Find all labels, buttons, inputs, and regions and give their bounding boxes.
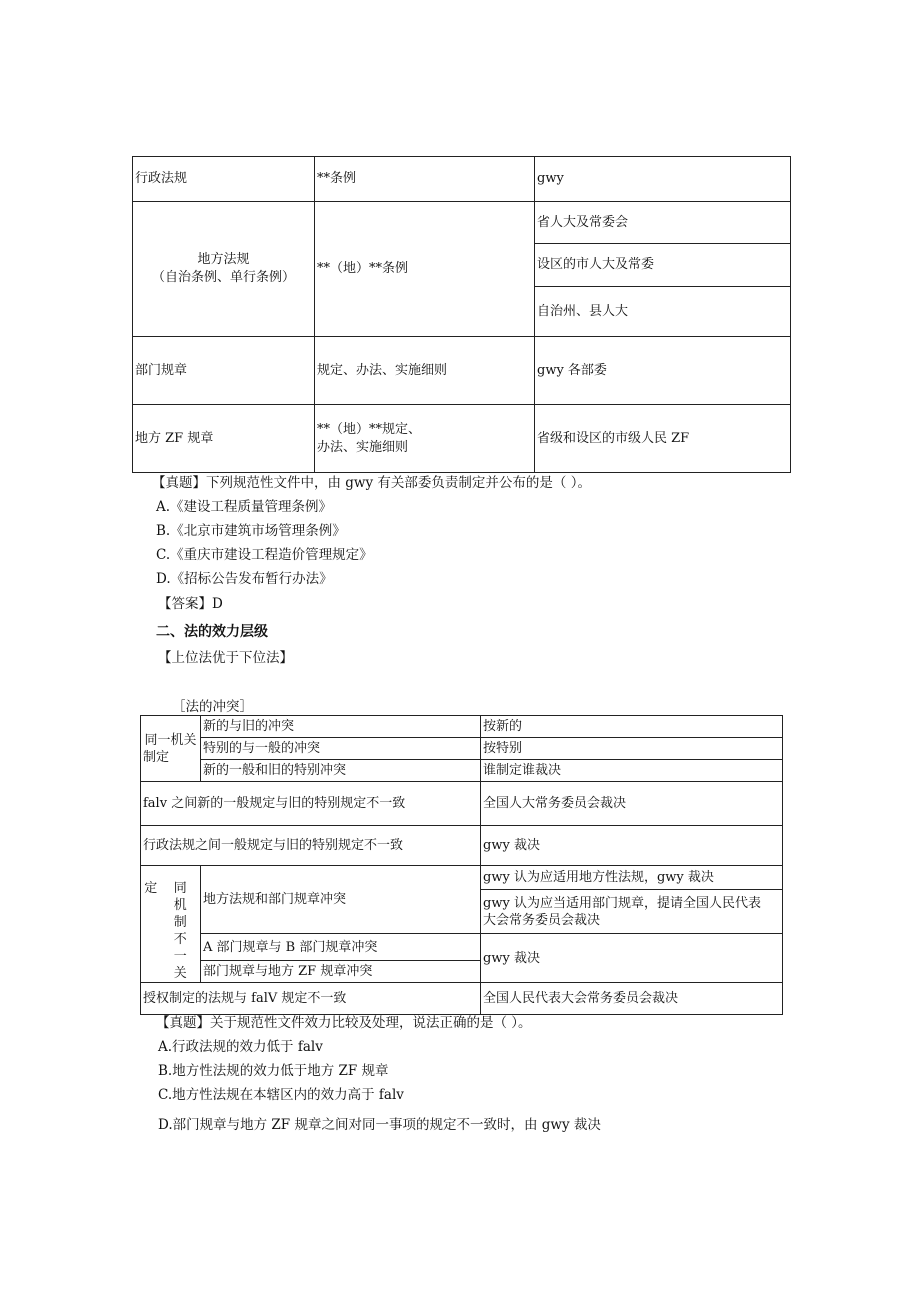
conflict-title: ［法的冲突］ bbox=[172, 699, 253, 715]
same-organ-line1: 同一机关 bbox=[144, 732, 197, 748]
resolution-cell: 全国人大常务委员会裁决 bbox=[481, 782, 783, 826]
diff-organ-right: 同 机 制 不 一 关 bbox=[161, 866, 201, 983]
option-a: A.行政法规的效力低于 falv bbox=[158, 1039, 323, 1055]
section-heading: 二、法的效力层级 bbox=[156, 624, 268, 640]
cell-name: 规定、办法、实施细则 bbox=[315, 337, 535, 405]
conflict-cell: falv 之间新的一般规定与旧的特别规定不一致 bbox=[141, 782, 481, 826]
same-organ-line2: 制定 bbox=[143, 749, 170, 765]
cell-name-line1: **（地）**规定、 bbox=[317, 421, 422, 437]
resolution-cell: gwy 裁决 bbox=[481, 934, 783, 983]
conflict-cell: 地方法规和部门规章冲突 bbox=[201, 866, 481, 934]
resolution-cell: 谁制定谁裁决 bbox=[481, 760, 783, 782]
cell-name: **（地）**条例 bbox=[315, 202, 535, 337]
option-a: A.《建设工程质量管理条例》 bbox=[156, 499, 333, 515]
conflict-cell: 部门规章与地方 ZF 规章冲突 bbox=[201, 961, 481, 983]
option-d: D.《招标公告发布暂行办法》 bbox=[156, 571, 333, 587]
resolution-cell: 按特别 bbox=[481, 738, 783, 760]
cell-organ: 省人大及常委会 bbox=[535, 202, 791, 244]
legislation-table bbox=[132, 156, 791, 473]
conflict-cell: A 部门规章与 B 部门规章冲突 bbox=[201, 934, 481, 961]
cell-type-line1: 地方法规 bbox=[197, 252, 250, 267]
conflict-cell: 行政法规之间一般规定与旧的特别规定不一致 bbox=[141, 826, 481, 866]
cell-organ: 省级和设区的市级人民 ZF bbox=[535, 405, 791, 473]
cell-type: 部门规章 bbox=[133, 337, 315, 405]
cell-organ: gwy bbox=[535, 157, 791, 202]
cell-type: 地方 ZF 规章 bbox=[133, 405, 315, 473]
cell-type: 行政法规 bbox=[133, 157, 315, 202]
cell-type bbox=[133, 202, 315, 337]
cell-organ: 自治州、县人大 bbox=[535, 287, 791, 337]
question-stem: 【真题】关于规范性文件效力比较及处理，说法正确的是（ ）。 bbox=[156, 1015, 532, 1031]
cell-organ: 设区的市人大及常委 bbox=[535, 244, 791, 287]
conflict-cell: 特别的与一般的冲突 bbox=[201, 738, 481, 760]
principle: 【上位法优于下位法】 bbox=[158, 650, 293, 666]
resolution-cell: 全国人民代表大会常务委员会裁决 bbox=[481, 983, 783, 1015]
option-d: D.部门规章与地方 ZF 规章之间对同一事项的规定不一致时，由 gwy 裁决 bbox=[158, 1117, 601, 1133]
resolution-cell: gwy 认为应当适用部门规章，提请全国人民代表 大会常务委员会裁决 bbox=[481, 890, 783, 934]
option-b: B.《北京市建筑市场管理条例》 bbox=[156, 523, 346, 539]
option-b: B.地方性法规的效力低于地方 ZF 规章 bbox=[158, 1063, 389, 1079]
conflict-cell: 新的一般和旧的特别冲突 bbox=[201, 760, 481, 782]
cell-organ: gwy 各部委 bbox=[535, 337, 791, 405]
conflict-cell: 授权制定的法规与 falV 规定不一致 bbox=[141, 983, 481, 1015]
cell-name: **条例 bbox=[315, 157, 535, 202]
diff-organ-left: 定 bbox=[141, 866, 161, 983]
cell-name bbox=[315, 405, 535, 473]
resolution-cell: 按新的 bbox=[481, 716, 783, 738]
conflict-table bbox=[140, 715, 783, 1015]
cell-type-line2: （自治条例、单行条例） bbox=[151, 270, 295, 285]
conflict-cell: 新的与旧的冲突 bbox=[201, 716, 481, 738]
question-stem: 【真题】下列规范性文件中，由 gwy 有关部委负责制定并公布的是（ ）。 bbox=[152, 475, 591, 491]
same-organ-label bbox=[141, 716, 201, 782]
resolution-cell: gwy 裁决 bbox=[481, 826, 783, 866]
cell-name-line2: 办法、实施细则 bbox=[317, 439, 409, 455]
option-c: C.《重庆市建设工程造价管理规定》 bbox=[156, 547, 373, 563]
resolution-cell: gwy 认为应适用地方性法规，gwy 裁决 bbox=[481, 866, 783, 890]
answer: 【答案】D bbox=[158, 596, 223, 612]
option-c: C.地方性法规在本辖区内的效力高于 falv bbox=[158, 1087, 404, 1103]
